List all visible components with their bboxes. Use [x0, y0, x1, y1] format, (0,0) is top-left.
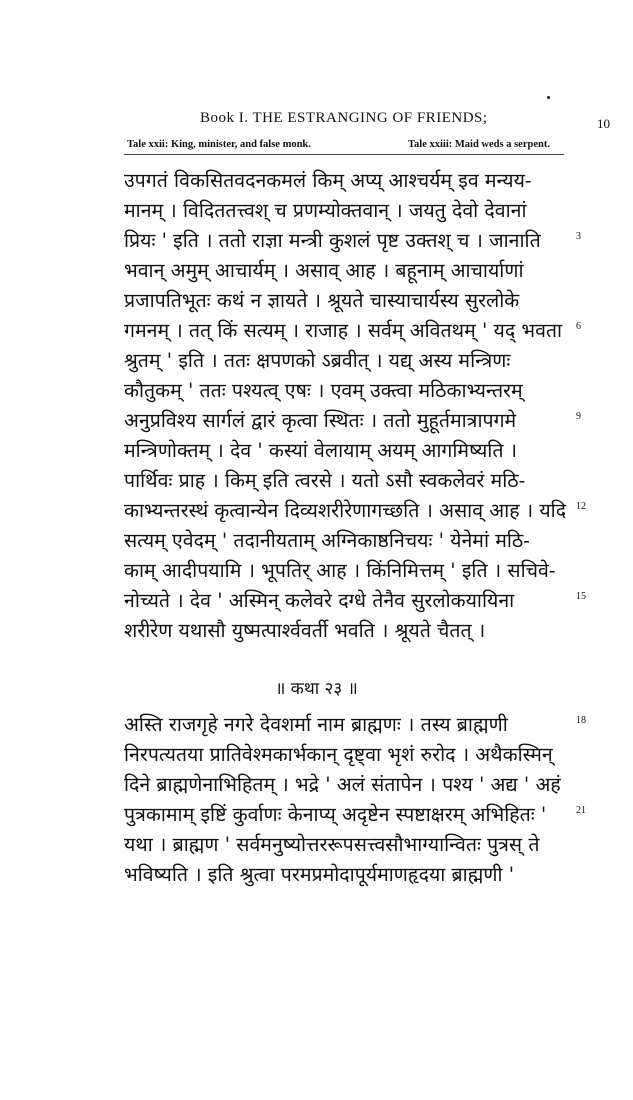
text-line — [124, 406, 581, 436]
left-subhead: Tale xxii: King, minister, and false monk. — [127, 139, 311, 150]
line-text: गमनम् । तत् किं सत्यम् । राजाह । सर्वम् अवितथम् ' यद् भवता — [124, 319, 563, 342]
line-text: काम् आदीपयामि । भूपतिर् आह । किंनिमित्तम् ' इति । सचिवे- — [124, 559, 556, 582]
text-line — [124, 616, 570, 646]
line-number: 18 — [576, 715, 586, 726]
line-number: 21 — [576, 805, 586, 816]
text-line — [124, 556, 570, 586]
text-line — [124, 466, 570, 496]
line-text: उपगतं विकसितवदनकमलं किम् अप्य् आश्चर्यम् इव मन्यय- — [124, 169, 532, 192]
section-heading: ॥ कथा २३ ॥ — [275, 679, 358, 699]
line-text: निरपत्यतया प्रातिवेश्मकार्भकान् दृष्ट्वा भृशं रुरोद । अथैकस्मिन् — [124, 743, 553, 766]
page-number: 10 — [597, 116, 610, 131]
header-rule — [124, 154, 564, 155]
text-line — [124, 166, 570, 196]
text-line — [124, 346, 570, 376]
line-text: प्रियः ' इति । ततो राज्ञा मन्त्री कुशलं पृष्ट उक्तश् च । जानाति — [124, 229, 541, 252]
line-text: प्रजापतिभूतः कथं न ज्ञायते । श्रूयते चास्याचार्यस्य सुरलोके — [124, 289, 520, 312]
line-text: मन्त्रिणोक्तम् । देव ' कस्यां वेलायाम् अयम् आगमिष्यति । — [124, 439, 518, 462]
line-text: भवान् अमुम् आचार्यम् । असाव् आह । बहूनाम् आचार्याणां — [124, 259, 524, 282]
text-line — [124, 860, 570, 890]
text-line — [124, 496, 586, 526]
text-line — [124, 830, 570, 860]
text-line — [124, 316, 581, 346]
line-text: काभ्यन्तरस्थं कृत्वान्येन दिव्यशरीरेणागच्छति । असाव् आह । यदि — [124, 499, 567, 522]
text-line — [124, 586, 586, 616]
text-line — [124, 710, 586, 740]
ink-speck — [547, 96, 550, 99]
text-line — [124, 286, 570, 316]
text-block-tale-23 — [124, 710, 586, 890]
text-line — [124, 436, 570, 466]
line-number: 3 — [576, 231, 581, 242]
line-text: पार्थिवः प्राह । किम् इति त्वरसे । यतो ऽसौ स्वकलेवरं मठि- — [124, 469, 526, 492]
text-block-tale-22 — [124, 166, 586, 646]
text-line — [124, 376, 570, 406]
line-text: यथा । ब्राह्मण ' सर्वमनुष्योत्तररूपसत्त्वसौभाग्यान्वितः पुत्रस् ते — [124, 833, 540, 856]
line-text: नोच्यते । देव ' अस्मिन् कलेवरे दग्धे तेनैव सुरलोकयायिना — [124, 589, 515, 612]
line-text: श्रुतम् ' इति । ततः क्षपणको ऽब्रवीत् । यद्य् अस्य मन्त्रिणः — [124, 349, 511, 372]
line-text: कौतुकम् ' ततः पश्यत्व् एषः । एवम् उक्त्वा मठिकाभ्यन्तरम् — [124, 379, 523, 402]
text-line — [124, 256, 570, 286]
line-text: शरीरेण यथासौ युष्मत्पार्श्ववर्ती भवति । श्रूयते चैतत् । — [124, 619, 486, 642]
right-subhead: Tale xxiii: Maid weds a serpent. — [408, 139, 550, 150]
line-number: 15 — [576, 591, 586, 602]
line-text: सत्यम् एवेदम् ' तदानीयताम् अग्निकाष्ठनिचयः ' येनेमां मठि- — [124, 529, 530, 552]
line-number: 6 — [576, 321, 581, 332]
text-line — [124, 226, 581, 256]
line-text: अनुप्रविश्य सार्गलं द्वारं कृत्वा स्थितः । ततो मुहूर्तमात्रापगमे — [124, 409, 517, 432]
line-number: 9 — [576, 411, 581, 422]
text-line — [124, 770, 570, 800]
line-text: भविष्यति । इति श्रुत्वा परमप्रमोदापूर्यमाणहृदया ब्राह्मणी ' — [124, 863, 515, 886]
running-head: Book I. THE ESTRANGING OF FRIENDS; — [200, 110, 488, 126]
text-line — [124, 740, 570, 770]
line-text: दिने ब्राह्मणेनाभिहितम् । भद्रे ' अलं संतापेन । पश्य ' अद्य ' अहं — [124, 773, 561, 796]
line-number: 12 — [576, 501, 586, 512]
line-text: पुत्रकामाम् इष्टिं कुर्वाणः केनाप्य् अदृष्टेन स्पष्टाक्षरम् अभिहितः ' — [124, 803, 547, 826]
line-text: अस्ति राजगृहे नगरे देवशर्मा नाम ब्राह्मणः । तस्य ब्राह्मणी — [124, 713, 508, 736]
line-text: मानम् । विदिततत्त्वश् च प्रणम्योक्तवान् । जयतु देवो देवानां — [124, 199, 527, 222]
text-line — [124, 800, 586, 830]
text-line — [124, 196, 570, 226]
text-line — [124, 526, 570, 556]
